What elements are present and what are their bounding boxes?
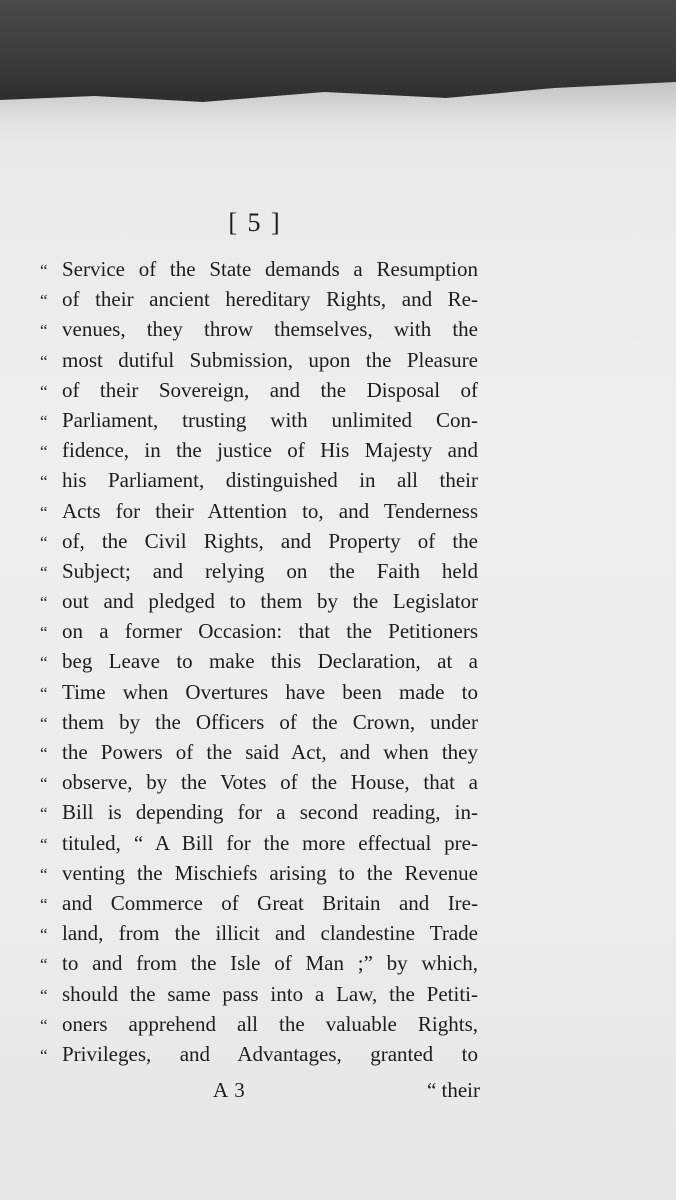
text-line [40, 948, 478, 978]
quote-mark: “ [40, 593, 48, 613]
line-text: Bill is depending for a second reading, in- [62, 800, 478, 825]
text-line [40, 828, 478, 858]
text-line [40, 254, 478, 284]
line-text: venues, they throw themselves, with the [62, 317, 478, 342]
text-line [40, 1009, 478, 1039]
quote-mark: “ [40, 834, 48, 854]
text-line [40, 707, 478, 737]
text-line [40, 797, 478, 827]
quote-mark: “ [40, 1045, 48, 1065]
quote-mark: “ [40, 774, 48, 794]
text-line [40, 526, 478, 556]
quote-mark: “ [40, 925, 48, 945]
quote-mark: “ [40, 562, 48, 582]
text-line [40, 496, 478, 526]
line-text: the Powers of the said Act, and when they [62, 740, 478, 764]
line-text: observe, by the Votes of the House, that a [62, 770, 478, 795]
line-text: land, from the illicit and clandestine Trade [62, 921, 478, 946]
line-text: of their Sovereign, and the Disposal of [62, 377, 478, 402]
quote-mark: “ [40, 653, 48, 673]
line-text: fidence, in the justice of His Majesty and [62, 438, 478, 463]
quote-mark: “ [40, 502, 48, 522]
quote-mark: “ [40, 532, 48, 552]
text-line [40, 345, 478, 375]
text-line [40, 767, 478, 797]
line-text: of their ancient hereditary Rights, and Re- [62, 287, 478, 312]
line-text: on a former Occasion: that the Petitioners [62, 619, 478, 644]
page-number: [ 5 ] [228, 208, 282, 237]
catchword: “ their [426, 1078, 480, 1102]
line-text: oners apprehend all the valuable Rights, [62, 1011, 478, 1036]
text-line [40, 435, 478, 465]
text-line [40, 888, 478, 918]
line-text: Parliament, trusting with unlimited Con- [62, 407, 478, 432]
line-text: to and from the Isle of Man ;” by which, [62, 951, 478, 976]
signature-mark: A 3 [213, 1078, 246, 1102]
text-line [40, 646, 478, 676]
line-text: his Parliament, distinguished in all their [62, 468, 478, 493]
quote-mark: “ [40, 381, 48, 401]
line-text: of, the Civil Rights, and Property of the [62, 528, 478, 553]
quote-mark: “ [40, 623, 48, 643]
line-text: Acts for their Attention to, and Tenderness [62, 498, 478, 523]
quote-mark: “ [40, 683, 48, 703]
line-text: them by the Officers of the Crown, under [62, 709, 478, 734]
quote-mark: “ [40, 985, 48, 1005]
quote-mark: “ [40, 261, 48, 280]
text-line [40, 586, 478, 616]
line-text: should the same pass into a Law, the Petiti- [62, 981, 478, 1006]
line-text: Privileges, and Advantages, granted to [62, 1041, 478, 1066]
line-text: venting the Mischiefs arising to the Revenue [62, 860, 478, 885]
quote-mark: “ [40, 442, 48, 462]
quote-mark: “ [40, 864, 48, 884]
quote-mark: “ [40, 955, 48, 975]
line-text: and Commerce of Great Britain and Ire- [62, 890, 478, 915]
quote-mark: “ [40, 804, 48, 824]
text-line [40, 375, 478, 405]
text-line [40, 284, 478, 314]
line-text: Time when Overtures have been made to [62, 679, 478, 704]
quote-mark: “ [40, 1015, 48, 1035]
text-line [40, 918, 478, 948]
line-text: out and pledged to them by the Legislator [62, 589, 478, 614]
page-footer [0, 1078, 676, 1108]
quote-mark: “ [40, 713, 48, 733]
text-line [40, 556, 478, 586]
quote-mark: “ [40, 894, 48, 914]
text-line [40, 314, 478, 344]
line-text: most dutiful Submission, upon the Pleasure [62, 347, 478, 372]
line-text: Service of the State demands a Resumption [62, 257, 478, 281]
quote-mark: “ [40, 291, 48, 311]
quote-mark: “ [40, 472, 48, 492]
quote-mark: “ [40, 411, 48, 431]
text-line [40, 737, 478, 767]
text-line [40, 858, 478, 888]
body-text [40, 254, 478, 1069]
text-line [40, 979, 478, 1009]
text-line [40, 405, 478, 435]
quote-mark: “ [40, 351, 48, 371]
line-text: beg Leave to make this Declaration, at a [62, 649, 478, 674]
text-line [40, 465, 478, 495]
text-line [40, 616, 478, 646]
line-text: Subject; and relying on the Faith held [62, 558, 478, 583]
text-line [40, 1039, 478, 1069]
quote-mark: “ [40, 744, 48, 763]
text-line [40, 677, 478, 707]
line-text: tituled, “ A Bill for the more effectual pre- [62, 830, 478, 855]
quote-mark: “ [40, 321, 48, 341]
